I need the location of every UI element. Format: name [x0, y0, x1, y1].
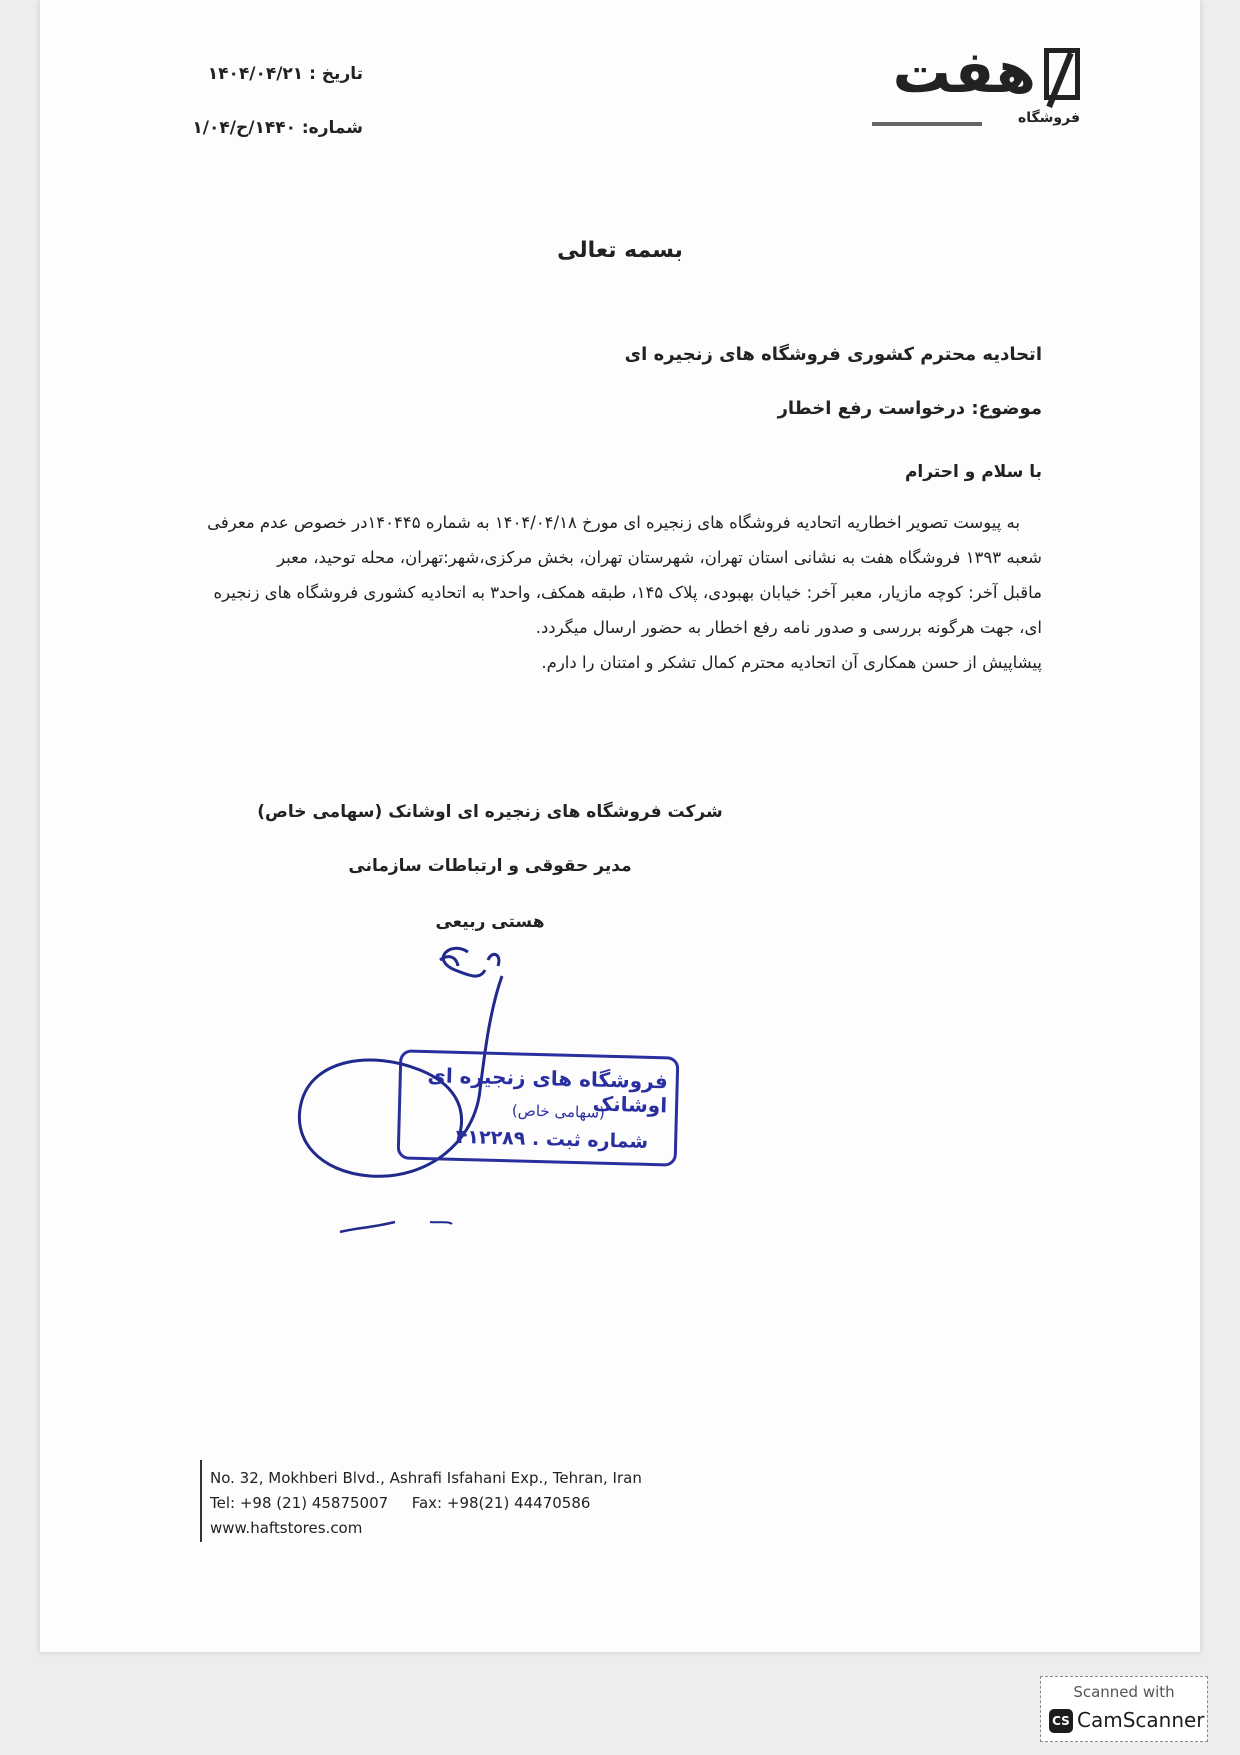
- camscanner-logo-icon: CS: [1049, 1709, 1073, 1733]
- letter-date: تاریخ : ۱۴۰۴/۰۴/۲۱: [207, 64, 363, 84]
- footer-fax: Fax: +98(21) 44470586: [411, 1494, 591, 1512]
- stamp-company-type: (سهامی خاص): [511, 1101, 606, 1122]
- body-line: شعبه ۱۳۹۳ فروشگاه هفت به نشانی استان تهران، شهرستان تهران، بخش مرکزی،شهر:تهران، محله توحید، معبر: [277, 548, 1042, 567]
- footer-contact: [210, 1491, 642, 1516]
- footer-address: No. 32, Mokhberi Blvd., Ashrafi Isfahani Exp., Tehran, Iran: [210, 1469, 642, 1487]
- logo-text: هفت: [892, 38, 1036, 106]
- logo-seven-icon: [1044, 48, 1080, 100]
- letter-footer: [210, 1466, 642, 1541]
- signature-position: مدیر حقوقی و ارتباطات سازمانی: [348, 856, 632, 876]
- stamp-registration-number: شماره ثبت . ۴۱۲۲۸۹: [455, 1125, 649, 1153]
- camscanner-badge: [1040, 1676, 1208, 1742]
- body-line: ماقبل آخر: کوچه مازیار، معبر آخر: خیابان بهبودی، پلاک ۱۴۵، طبقه همکف، واحد۳ به اتحادیه کشوری فروشگاه های زنجیره: [213, 583, 1042, 602]
- footer-tel: Tel: +98 (21) 45875007: [210, 1494, 389, 1512]
- body-line: پیشاپیش از حسن همکاری آن اتحادیه محترم کمال تشکر و امتنان را دارم.: [541, 653, 1042, 672]
- camscanner-name: CamScanner: [1077, 1708, 1205, 1732]
- body-line: ای، جهت هرگونه بررسی و صدور نامه رفع اخطار به حضور ارسال میگردد.: [535, 618, 1042, 637]
- recipient-line: اتحادیه محترم کشوری فروشگاه های زنجیره ای: [624, 344, 1042, 365]
- letter-body: [196, 505, 1042, 680]
- footer-website[interactable]: www.haftstores.com: [210, 1519, 363, 1537]
- body-line: به پیوست تصویر اخطاریه اتحادیه فروشگاه های زنجیره ای مورخ ۱۴۰۴/۰۴/۱۸ به شماره ۱۴۰۴۴۵در خصوص عدم معرفی: [207, 513, 1020, 532]
- logo-underline: [872, 122, 982, 126]
- footer-divider: [200, 1460, 202, 1542]
- logo-subtitle: فروشگاه: [1017, 110, 1080, 126]
- scanned-with-label: Scanned with: [1073, 1683, 1175, 1701]
- subject-line: موضوع: درخواست رفع اخطار: [777, 398, 1042, 419]
- company-stamp: [397, 1049, 680, 1166]
- greeting-line: با سلام و احترام: [904, 462, 1042, 482]
- signature-name: هستی ربیعی: [435, 912, 545, 932]
- stamp-company-name: فروشگاه های زنجیره ای اوشانک: [427, 1063, 669, 1118]
- haft-logo: [870, 38, 1080, 134]
- signature-company: شرکت فروشگاه های زنجیره ای اوشانک (سهامی خاص): [257, 802, 723, 822]
- bismillah-heading: بسمه تعالی: [557, 238, 683, 263]
- letter-number: شماره: ۱۴۴۰/ح/۱/۰۴: [192, 118, 363, 138]
